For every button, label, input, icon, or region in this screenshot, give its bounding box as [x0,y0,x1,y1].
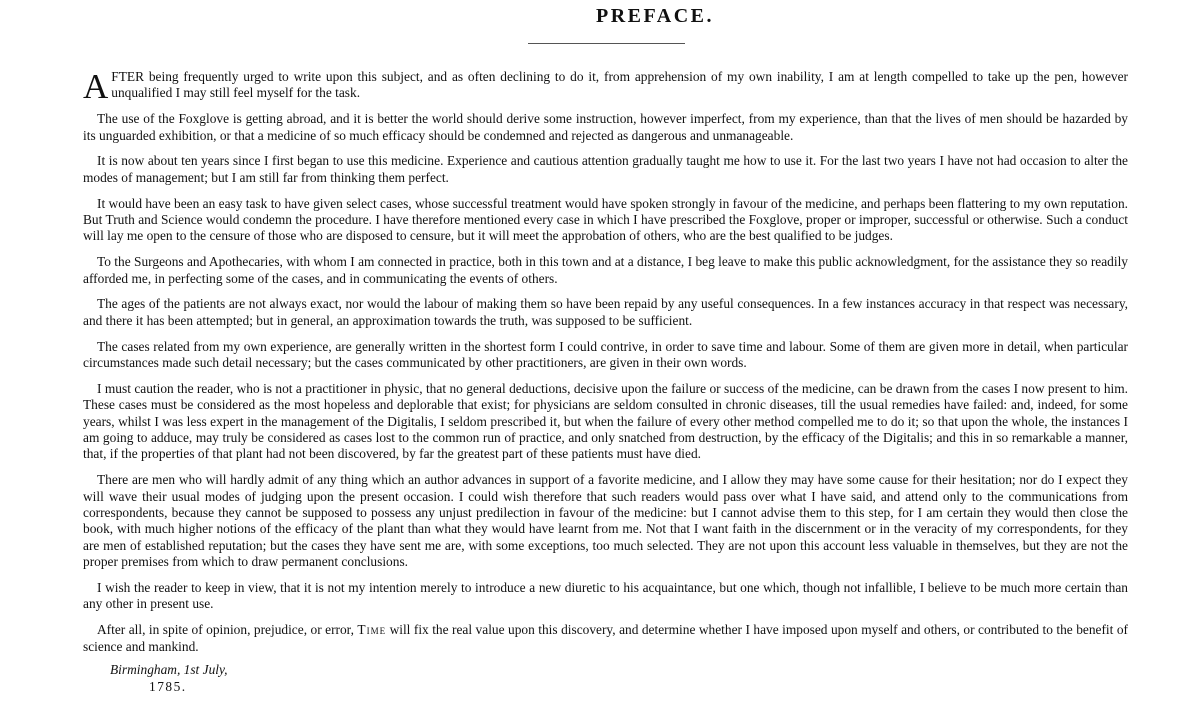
paragraph-11-end: will fix the real value upon this discovery, and determine whether I have imposed upon myself and others, or contributed to the benefit of science and mankind. [83,622,1128,654]
time-emphasis: Time [357,622,387,638]
signature-place-date: Birmingham, 1st July, [110,662,228,677]
paragraph-5: To the Surgeons and Apothecaries, with whom I am connected in practice, both in this town and at a distance, I beg leave to make this public acknowledgment, for the assistance they so readily afforded me, in perfecting some of the cases, and in communicating the events of others. [83,254,1128,286]
title-divider [528,43,685,44]
paragraph-9: There are men who will hardly admit of any thing which an author advances in support of a favorite medicine, and I allow they may have some cause for their hesitation; nor do I expect they will wave their usual modes of judging upon the present occasion. I could wish therefore that such readers would pass over what I have said, and attend only to the communications from correspondents, because they cannot be supposed to possess any unjust predilection in favour of the medicine: but I cannot advise them to this step, for I am certain they would then close the book, with much higher notions of the efficacy of the plant than what they would have learnt from me. Not that I want faith in the discernment or in the veracity of my correspondents, for they are men of established reputation; but the cases they have sent me are, with some exceptions, too much selected. They are not upon this account less valuable in themselves, but they are not the proper premises from which to draw permanent conclusions. [83,472,1128,570]
paragraph-8: I must caution the reader, who is not a practitioner in physic, that no general deductions, decisive upon the failure or success of the medicine, can be drawn from the cases I now present to him. These cases must be considered as the most hopeless and deplorable that exist; for physicians are seldom consulted in chronic diseases, till the usual remedies have failed: and, indeed, for some years, whilst I was less expert in the management of the Digitalis, I seldom prescribed it, but when the failure of every other method compelled me to do it; so that upon the whole, the instances I am going to adduce, may truly be considered as cases lost to the common run of practice, and only snatched from destruction, by the efficacy of the Digitalis; and this in so remarkable a manner, that, if the properties of that plant had not been discovered, by far the greatest part of these patients must have died. [83,380,1128,462]
paragraph-1-text: FTER being frequently urged to write upon this subject, and as often declining to do it, from apprehension of my own inability, I am at length compelled to take up the pen, however unqualified I may still feel myself for the task. [111,69,1128,101]
signature-block [110,661,228,695]
paragraph-2: The use of the Foxglove is getting abroad, and it is better the world should derive some instruction, however imperfect, from my experience, than that the lives of men should be hazarded by its unguarded exhibition, or that a medicine of so much efficacy should be condemned and rejected as dangerous and unmanageable. [83,111,1128,143]
drop-cap: A [83,67,109,106]
signature-year: 1785. [149,679,187,694]
paragraph-1 [83,67,1128,106]
paragraph-4: It would have been an easy task to have given select cases, whose successful treatment would have spoken strongly in favour of the medicine, and perhaps been flattering to my own reputation. But Truth and Science would condemn the procedure. I have therefore mentioned every case in which I have prescribed the Foxglove, proper or improper, successful or otherwise. Such a conduct will lay me open to the censure of those who are disposed to censure, but it will meet the approbation of others, who are the best qualified to be judges. [83,195,1128,244]
paragraph-6: The ages of the patients are not always exact, nor would the labour of making them so have been repaid by any useful consequences. In a few instances accuracy in that respect was necessary, and there it has been attempted; but in general, an approximation towards the truth, was supposed to be sufficient. [83,296,1128,328]
preface-body [83,69,1128,664]
paragraph-11-start: After all, in spite of opinion, prejudice, or error, [97,622,358,638]
paragraph-10: I wish the reader to keep in view, that it is not my intention merely to introduce a new diuretic to his acquaintance, but one which, though not infallible, I believe to be much more certain than any other in present use. [83,580,1128,612]
paragraph-3: It is now about ten years since I first began to use this medicine. Experience and cautious attention gradually taught me how to use it. For the last two years I have not had occasion to alter the modes of management; but I am still far from thinking them perfect. [83,153,1128,185]
paragraph-11 [83,622,1128,655]
paragraph-7: The cases related from my own experience, are generally written in the shortest form I could contrive, in order to save time and labour. Some of them are given more in detail, when particular circumstances made such detail necessary; but the cases communicated by other practitioners, are given in their own words. [83,338,1128,371]
page-title: PREFACE. [596,5,714,27]
